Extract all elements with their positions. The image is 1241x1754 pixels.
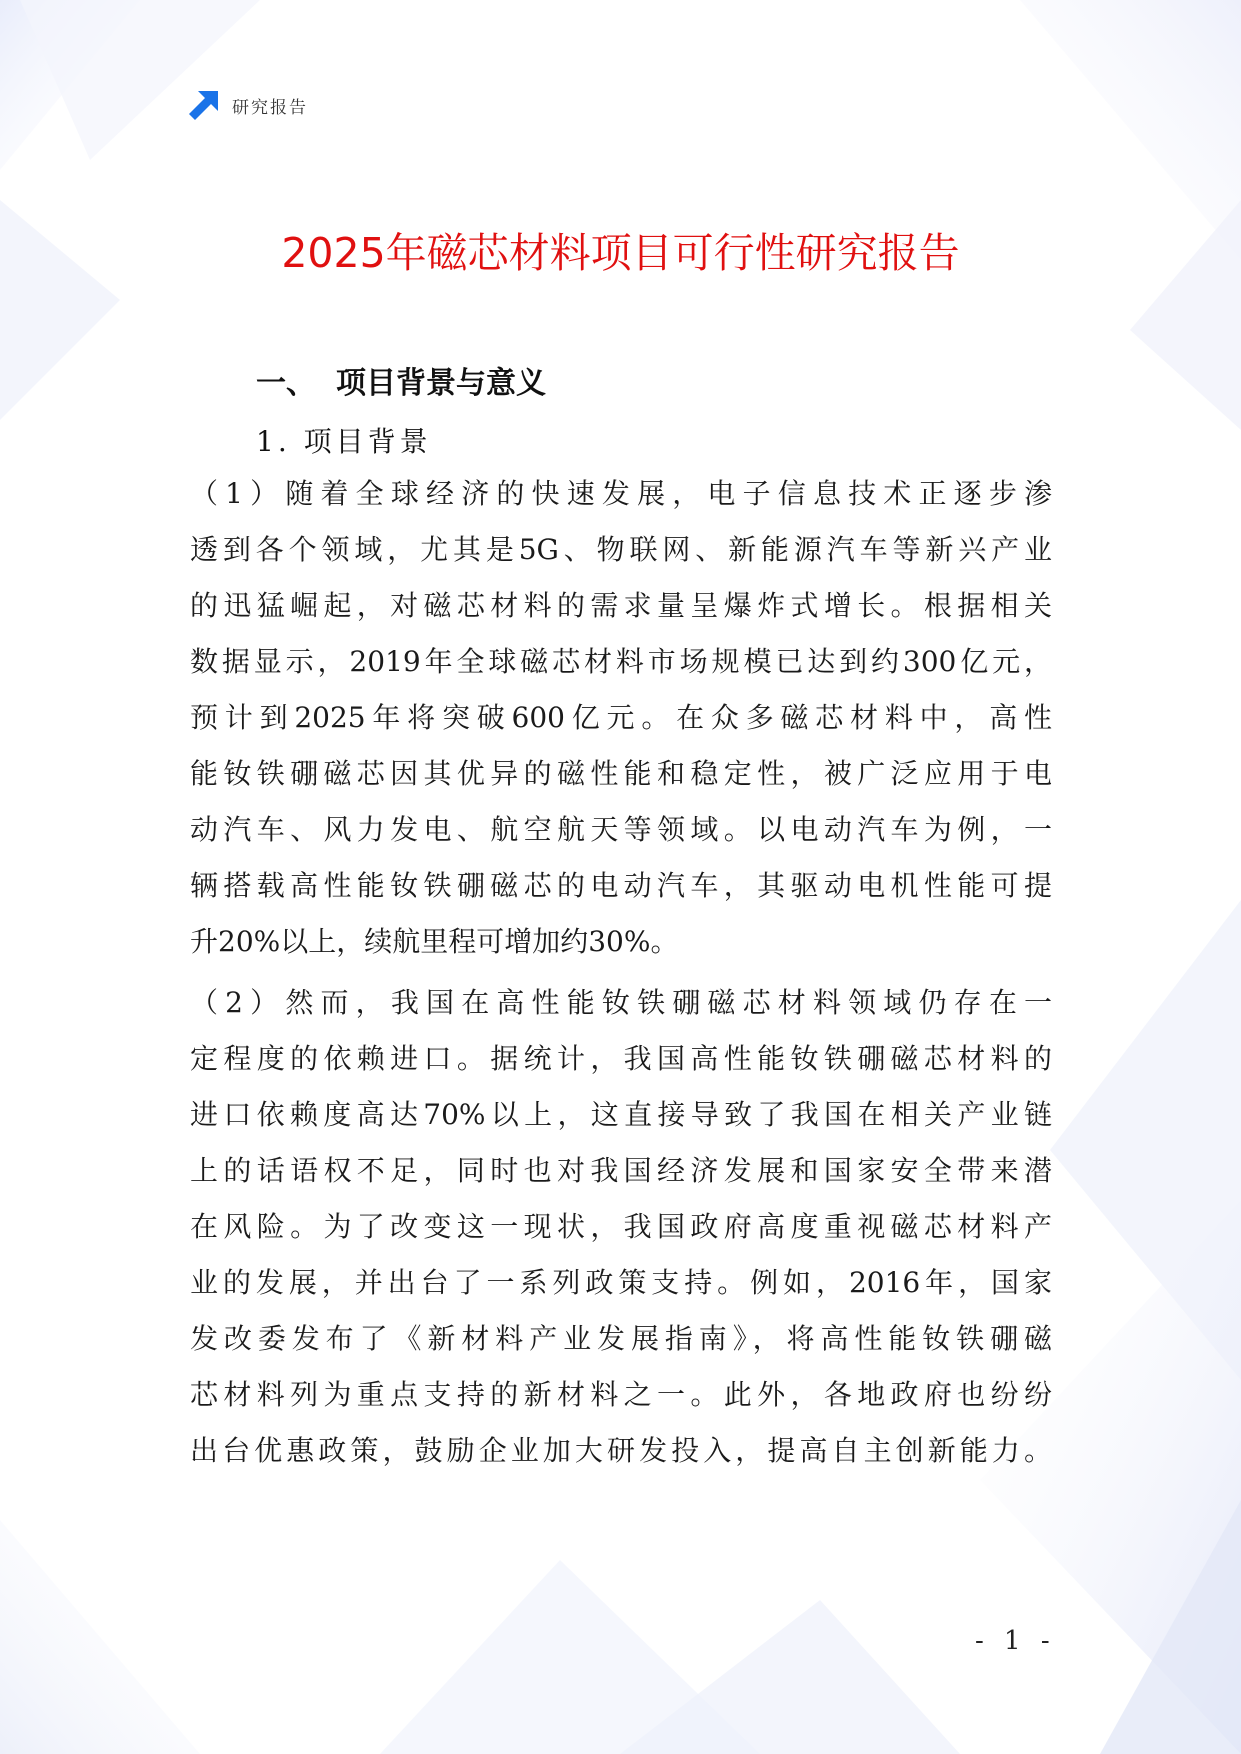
section-heading — [256, 358, 546, 402]
paragraph-1-line: 能钕铁硼磁芯因其优异的磁性能和稳定性，被广泛应用于电 — [190, 757, 1052, 790]
paragraph-1-line: 升20%以上，续航里程可增加约30%。 — [190, 925, 679, 958]
paragraph-1-line: 透到各个领域，尤其是5G、物联网、新能源汽车等新兴产业 — [190, 533, 1052, 566]
arrow-up-right-icon — [188, 89, 220, 121]
page-number: - 1 - — [975, 1626, 1056, 1656]
paragraph-2-line: 上的话语权不足，同时也对我国经济发展和国家安全带来潜 — [190, 1154, 1052, 1187]
paragraph-2-line: 在风险。为了改变这一现状，我国政府高度重视磁芯材料产 — [190, 1210, 1052, 1243]
paragraph-2-line: 进口依赖度高达70%以上，这直接导致了我国在相关产业链 — [190, 1098, 1052, 1131]
report-header — [188, 88, 308, 122]
paragraph-2-line: 芯材料列为重点支持的新材料之一。此外，各地政府也纷纷 — [190, 1378, 1052, 1411]
paragraph-2-line: 发改委发布了《新材料产业发展指南》，将高性能钕铁硼磁 — [190, 1322, 1052, 1355]
section-number: 一、 — [256, 366, 316, 401]
document-title: 2025年磁芯材料项目可行性研究报告 — [281, 229, 960, 277]
paragraph-1-line: 的迅猛崛起，对磁芯材料的需求量呈爆炸式增长。根据相关 — [190, 589, 1052, 622]
paragraph-2-line: 定程度的依赖进口。据统计，我国高性能钕铁硼磁芯材料的 — [190, 1042, 1052, 1075]
section-title: 项目背景与意义 — [336, 366, 546, 401]
paragraph-2-line: 业的发展，并出台了一系列政策支持。例如，2016年，国家 — [190, 1266, 1052, 1299]
paragraph-1-line: 辆搭载高性能钕铁硼磁芯的电动汽车，其驱动电机性能可提 — [190, 869, 1052, 902]
paragraph-1-line: 动汽车、风力发电、航空航天等领域。以电动汽车为例，一 — [190, 813, 1052, 846]
paragraph-1-line: 数据显示，2019年全球磁芯材料市场规模已达到约300亿元， — [190, 645, 1052, 678]
header-label: 研究报告 — [232, 97, 308, 118]
subsection-heading: 1. 项目背景 — [256, 425, 432, 458]
paragraph-1-line: （1）随着全球经济的快速发展，电子信息技术正逐步渗 — [190, 477, 1052, 510]
paragraph-2-line: 出台优惠政策，鼓励企业加大研发投入，提高自主创新能力。 — [190, 1434, 1052, 1467]
paragraph-1-line: 预计到2025年将突破600亿元。在众多磁芯材料中，高性 — [190, 701, 1052, 734]
paragraph-2-line: （2）然而，我国在高性能钕铁硼磁芯材料领域仍存在一 — [190, 986, 1052, 1019]
